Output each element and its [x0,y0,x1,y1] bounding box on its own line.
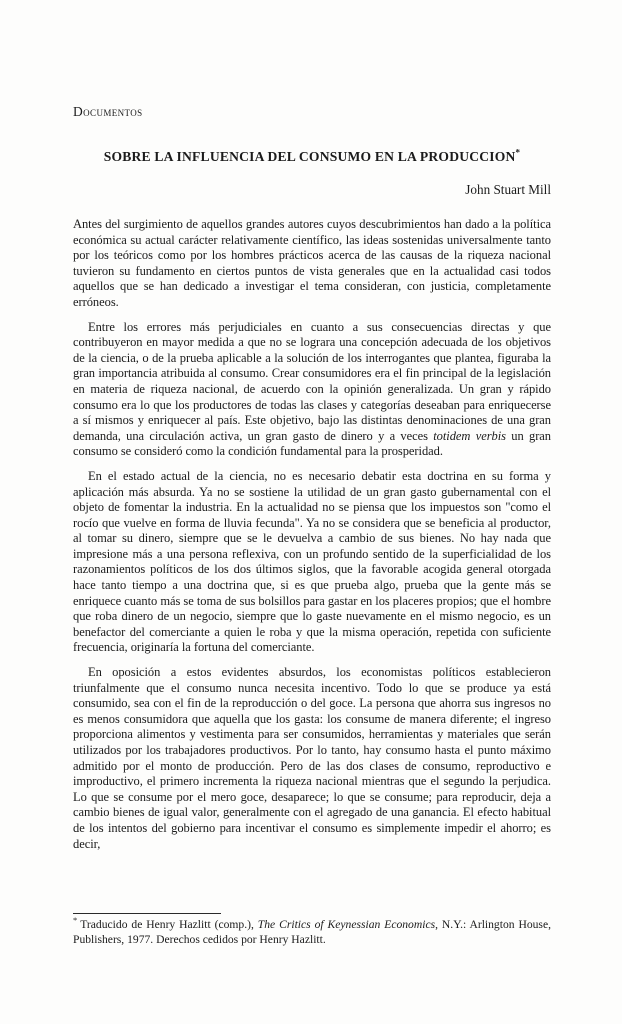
title-footnote-marker: * [515,147,521,158]
paragraph [73,469,551,656]
paragraph [73,665,551,852]
footnote-text [73,915,551,947]
paragraph [73,320,551,460]
text-run: Traducido de Henry Hazlitt (comp.), [80,918,258,931]
italic-text-run: totidem verbis [433,428,506,443]
text-run: En oposición a estos evidentes absurdos, los economistas políticos establecieron triunfalmente que el consumo nunca necesita incentivo. Todo lo que se produce ya está consumido, sea con el fin de la reproducción o del goce. La persona que ahorra sus ingresos no es menos consumidora que aquella que los gasta: los consume de manera diferente; el ingreso proporciona alimentos y vestimenta para ser consumidos, herramientas y materiales que serán utilizados por los trabajadores productivos. Por lo tanto, hay consumo hasta el punto máximo admitido por el monto de producción. Pero de las dos clases de consumo, reproductivo e improductivo, el primero incrementa la riqueza nacional mientras que el segundo la perjudica. Lo que se consume por el mero goce, desaparece; lo que se consume; para reproducir, deja a cambio bienes de igual valor, generalmente con el agregado de una ganancia. El efecto habitual de los intentos del gobierno para incentivar el consumo es simplemente impedir el ahorro; es decir, [73,665,551,851]
paragraph [73,217,551,311]
text-run: Antes del surgimiento de aquellos grandes autores cuyos descubrimientos han dado a la política económica su actual carácter relativamente científico, las ideas sostenidas universalmente tanto por los teóricos como por los hombres prácticos acerca de las causas de la riqueza nacional tuvieron su fundamento en ciertos puntos de vista generales que en la actualidad casi todos aquellos que se han dedicado a investigar el tema consideran, con justicia, completamente erróneos. [73,217,551,309]
italic-text-run: The Critics of Keynessian Economics [257,918,436,931]
article-body [73,217,551,852]
page-title [73,149,551,165]
section-label: Documentos [73,104,143,119]
footnote-marker: * [73,915,78,926]
footnote-separator-rule [73,913,221,914]
text-run: , N.Y.: Arlington House, Publishers, 1977. Derechos cedidos por Henry Hazlitt. [73,918,551,946]
page-title-text: SOBRE LA INFLUENCIA DEL CONSUMO EN LA PRODUCCION [103,149,516,164]
footnote-block [73,913,551,947]
author-byline: John Stuart Mill [465,182,551,197]
text-run: Entre los errores más perjudiciales en cuanto a sus consecuencias directas y que contribuyeron en mayor medida a que no se lograra una concepción adecuada de los objetivos de la ciencia, o de la prueba aplicable a la solución de los interrogantes que plantea, figuraba la gran importancia atribuida al consumo. Crear consumidores era el fin principal de la legislación en materia de riqueza nacional, de acuerdo con la opinión generalizada. Un gran y rápido consumo era lo que los productores de todas las clases y categorías deseaban para enriquecerse a sí mismos y enriquecer al país. Este objetivo, bajo las distintas denominaciones de una gran demanda, una circulación activa, un gran gasto de dinero y a veces [73,319,551,443]
text-column [73,104,551,861]
text-run: un gran consumo se consideró como la condición fundamental para la prosperidad. [73,428,551,459]
footnote-runs [73,918,551,946]
text-run: En el estado actual de la ciencia, no es necesario debatir esta doctrina en su forma y aplicación más absurda. Ya no se sostiene la utilidad de un gran gasto gubernamental con el objeto de fomentar la industria. En la actualidad no se piensa que los impuestos son "como el rocío que vuelve en forma de lluvia fecunda". Ya no se considera que se beneficia al productor, al tomar su dinero, siempre que se le devuelva a cambio de sus bienes. No hay nada que impresione más a una persona reflexiva, con un profundo sentido de la superficialidad de los razonamientos políticos de los dos últimos siglos, que la favorable acogida general otorgada hace tanto tiempo a una doctrina que, si es que prueba algo, prueba que la gente más se enriquece cuanto más se toma de sus bolsillos para gastar en los placeres propios; que el hombre que roba dinero de un negocio, siempre que lo gaste nuevamente en el mismo negocio, es un benefactor del comerciante a quien le roba y que la misma operación, repetida con suficiente frecuencia, originaría la fortuna del comerciante. [73,468,551,655]
